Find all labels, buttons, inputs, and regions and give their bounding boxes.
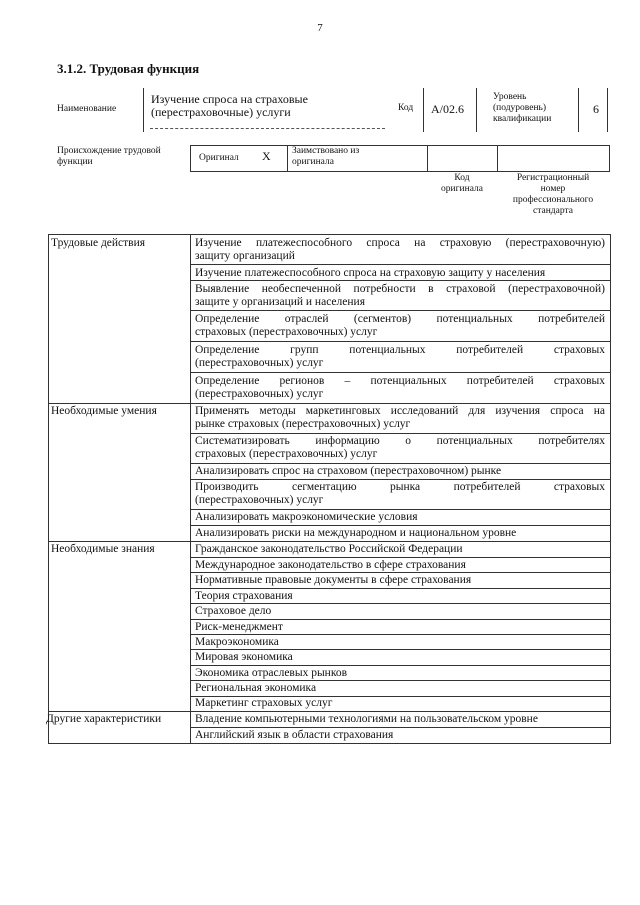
function-name-line: Изучение спроса на страховые [151,92,308,106]
table-row [195,375,605,401]
level-label-line: квалификации [493,114,552,124]
page-number: 7 [317,22,323,34]
origin-label [57,146,161,168]
table-row [195,559,605,572]
table-row [195,713,605,726]
row-text: Выявление необеспеченной потребности в страховой (перестраховочной) [195,283,605,295]
code-label: Код [398,103,414,113]
code-value: А/02.6 [431,102,464,116]
origin-label-line: функции [57,157,93,167]
row-text: страховых (перестраховочных) услуг [195,448,378,460]
table-row [195,605,605,618]
row-text: Производить сегментацию рынка потребителей страховых [195,481,605,493]
row-text: Английский язык в области страхования [195,729,394,741]
row-text: защите у организаций и населения [195,296,365,308]
table-row [195,697,605,710]
original-mark: X [262,149,271,163]
row-text: Изучение платежеспособного спроса на страховую защиту у населения [195,267,546,279]
row-text: Применять методы маркетинговых исследований для изучения спроса на [195,405,605,417]
table-row [195,405,605,431]
row-text: Риск-менеджмент [195,621,283,633]
table-row [195,511,605,524]
level-label [493,92,551,125]
row-text: Анализировать риски на международном и национальном уровне [195,527,517,539]
reg-number-caption [500,173,606,217]
caption-line: номер [540,184,566,194]
row-text: Изучение платежеспособного спроса на страховую (перестраховочную) [195,237,605,249]
table-row [195,481,605,507]
row-text: защиту организаций [195,250,295,262]
original-label: Оригинал [199,153,239,163]
row-text: (перестраховочных) услуг [195,388,324,400]
origin-label-line: Происхождение трудовой [57,146,161,156]
function-name-line: (перестраховочные) услуги [151,105,291,119]
row-text: Страховое дело [195,605,272,617]
caption-line: стандарта [533,206,573,216]
table-row [195,574,605,587]
row-text: страховых (перестраховочных) услуг [195,326,378,338]
table-row [195,527,605,540]
table-row [195,267,605,280]
table-row [195,667,605,680]
caption-line: оригинала [441,184,483,194]
level-label-line: (подуровень) [493,103,547,113]
section-label-skills: Необходимые умения [51,405,157,417]
row-text: (перестраховочных) услуг [195,357,324,369]
row-text: (перестраховочных) услуг [195,494,324,506]
row-text: Макроэкономика [195,636,279,648]
code-original-caption [430,173,494,195]
row-text: Определение регионов – потенциальных потребителей страховых [195,375,605,387]
table-row [195,590,605,603]
table-row [195,636,605,649]
table-row [195,344,605,370]
row-text: Определение групп потенциальных потребителей страховых [195,344,605,356]
row-text: Теория страхования [195,590,293,602]
row-text: Экономика отраслевых рынков [195,667,348,679]
section-label-labor-actions: Трудовые действия [51,237,146,249]
table-row [195,729,605,742]
level-value: 6 [593,102,599,116]
row-text: Гражданское законодательство Российской Федерации [195,543,463,555]
table-row [195,682,605,695]
caption-line: Код [454,173,470,183]
function-name [151,93,308,119]
table-row [195,313,605,339]
section-label-other: Другие характеристики [46,713,162,725]
row-text: Мировая экономика [195,651,293,663]
caption-line: профессионального [512,195,594,205]
table-row [195,543,605,556]
table-row [195,237,605,263]
table-row [195,465,605,478]
borrowed-label-line: оригинала [292,157,334,167]
row-text: Региональная экономика [195,682,317,694]
section-label-knowledge: Необходимые знания [51,543,155,555]
name-label: Наименование [57,104,117,114]
row-text: Нормативные правовые документы в сфере страхования [195,574,472,586]
row-text: Анализировать макроэкономические условия [195,511,418,523]
row-text: Анализировать спрос на страховом (перестраховочном) рынке [195,465,502,477]
table-row [195,621,605,634]
row-text: Систематизировать информацию о потенциальных потребителях [195,435,605,447]
row-text: Маркетинг страховых услуг [195,697,333,709]
caption-line: Регистрационный [516,173,590,183]
level-label-line: Уровень [493,92,527,102]
table-row [195,651,605,664]
table-row [195,435,605,461]
borrowed-label [292,146,359,168]
table-row [195,283,605,309]
row-text: Международное законодательство в сфере страхования [195,559,466,571]
row-text: Владение компьютерными технологиями на пользовательском уровне [195,713,538,725]
row-text: рынке страховых (перестраховочных) услуг [195,418,411,430]
section-title: 3.1.2. Трудовая функция [57,61,200,76]
borrowed-label-line: Заимствовано из [292,146,360,156]
row-text: Определение отраслей (сегментов) потенциальных потребителей [195,313,605,325]
